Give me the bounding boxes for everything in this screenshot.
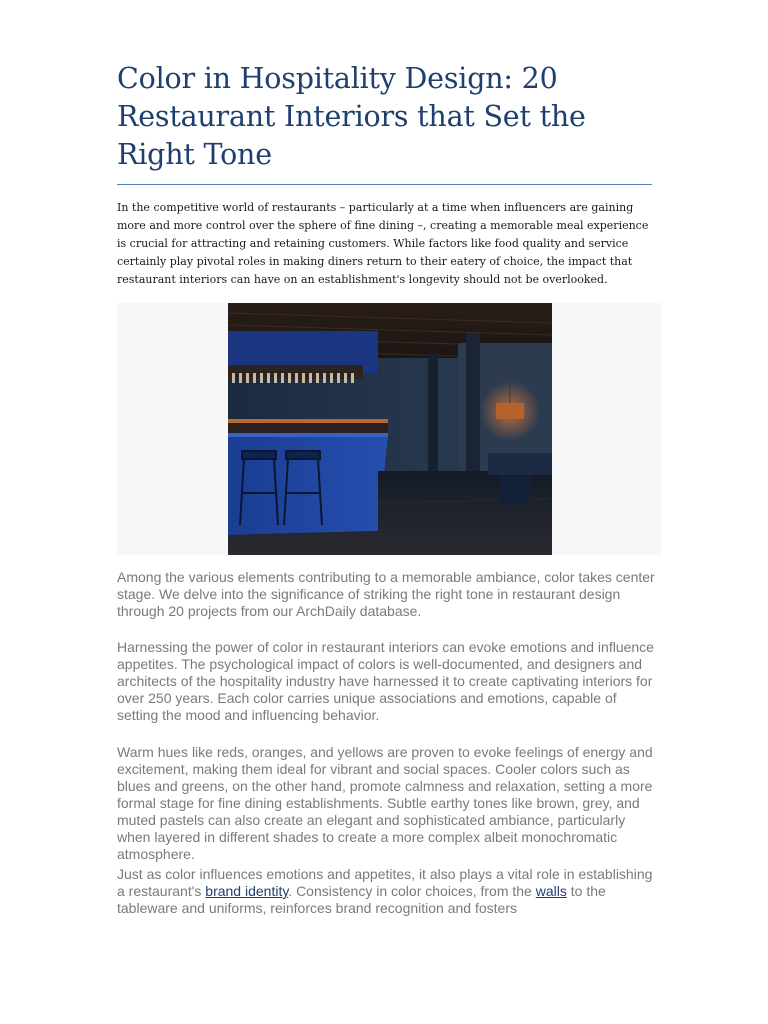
walls-link[interactable]: walls bbox=[535, 883, 567, 899]
paragraph-4-text-2: . Consistency in color choices, from the bbox=[288, 883, 536, 899]
paragraph-3: Warm hues like reds, oranges, and yellows are proven to evoke feelings of energy and excitement, making them ideal for vibrant and social spaces. Cooler colors such as blues and greens, on the other hand, promote calmness and relaxation, setting a more formal stage for fine dining establishments. Subtle earthy tones like brown, grey, and muted pastels can also create an elegant and sophisticated ambiance, particularly when layered in different shades to create a more complex albeit monochromatic atmosphere. bbox=[117, 744, 653, 862]
restaurant-interior-photo bbox=[228, 303, 552, 555]
paragraph-2: Harnessing the power of color in restaurant interiors can evoke emotions and influence appetites. The psychological impact of colors is well-documented, and designers and architects of the hospitality industry have harnessed it to create captivating interiors for over 250 years. Each color carries unique associations and emotions, capable of setting the mood and influencing behavior. bbox=[117, 639, 654, 723]
image-area bbox=[117, 303, 662, 555]
paragraph-4-text-3: to the tableware and uniforms, reinforces brand recognition and fosters bbox=[117, 883, 606, 916]
intro-paragraph: In the competitive world of restaurants – particularly at a time when influencers are gaining more and more control over the sphere of fine dining –, creating a memorable meal experience is crucial for attracting and retaining customers. While factors like food quality and service certainly play pivotal roles in making diners return to their eatery of choice, the impact that restaurant interiors can have on an establishment's longevity should not be overlooked. bbox=[117, 201, 649, 286]
paragraph-4-text-1: Just as color influences emotions and appetites, it also plays a vital role in establishing a restaurant's bbox=[117, 866, 653, 899]
paragraph-1: Among the various elements contributing to a memorable ambiance, color takes center stage. We delve into the significance of striking the right tone in restaurant design through 20 projects from our ArchDaily database. bbox=[117, 569, 655, 619]
document-page bbox=[117, 60, 655, 916]
brand-identity-link[interactable]: brand identity bbox=[205, 883, 289, 899]
article-title: Color in Hospitality Design: 20 Restaurant Interiors that Set the Right Tone bbox=[117, 62, 586, 171]
title-underline-rule bbox=[117, 184, 652, 185]
paragraph-4 bbox=[117, 866, 657, 917]
